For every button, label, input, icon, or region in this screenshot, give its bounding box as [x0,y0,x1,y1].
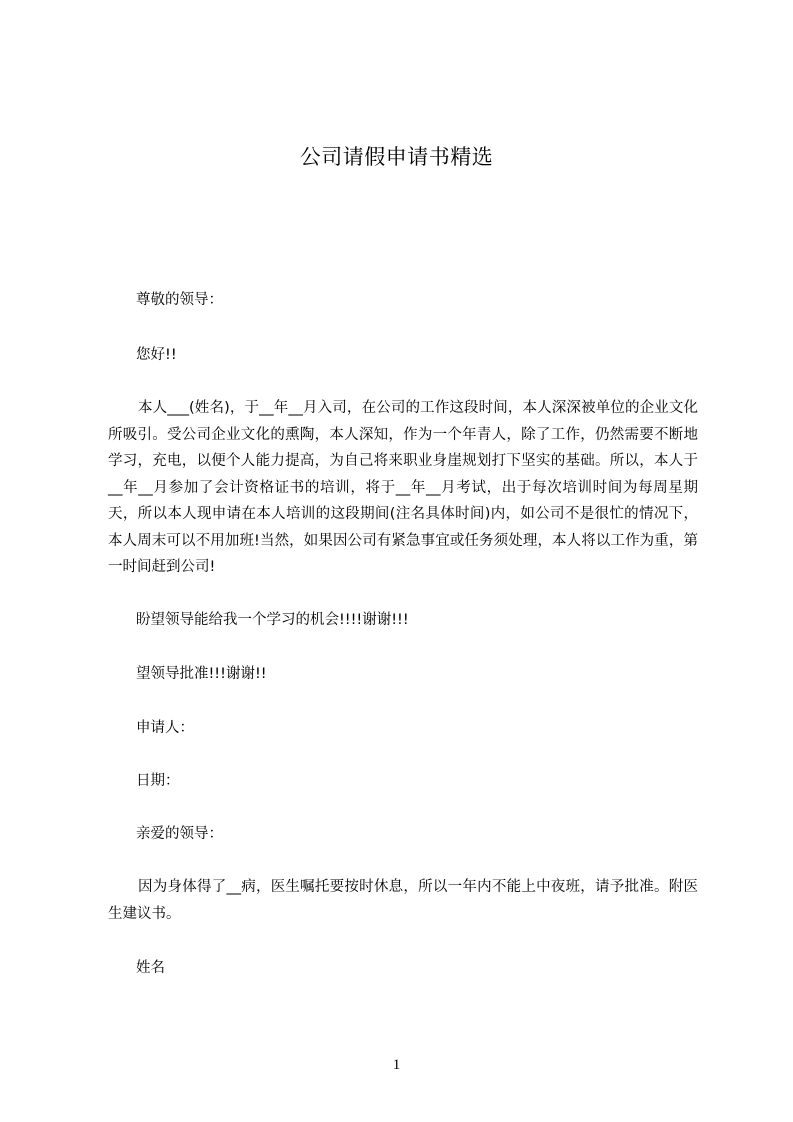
request-line: 望领导批准!!!谢谢!! [136,666,267,682]
greeting: 您好!! [136,347,177,363]
name-label: 姓名 [136,960,165,976]
hope-line: 盼望领导能给我一个学习的机会!!!!谢谢!!! [136,612,409,628]
salutation: 尊敬的领导： [136,292,223,308]
salutation-second: 亲爱的领导： [136,826,223,842]
document-title: 公司请假申请书精选 [299,145,494,169]
applicant-label: 申请人： [136,720,194,736]
body-paragraph: 本人___(姓名)，于__年__月入司，在公司的工作这段时间，本人深深被单位的企业文化所吸引。受公司企业文化的熏陶，本人深知，作为一个年青人，除了工作，仍然需要不断地学习，充电，以便个人能力提高，为自己将来职业身崖规划打下坚实的基础。所以，本人于__年__月参加了会计资格证书的培训，将于__年__月考试，出于每次培训时间为每周星期天，所以本人现申请在本人培训的这段期间(注名具体时间)内，如公司不是很忙的情况下，本人周末可以不用加班!当然，如果因公司有紧急事宜或任务须处理，本人将以工作为重，第一时间赶到公司! [108,400,698,575]
body-paragraph-second: 因为身体得了__病，医生嘱托要按时休息，所以一年内不能上中夜班，请予批准。附医生建议书。 [108,879,698,922]
page-number: 1 [392,1057,401,1073]
date-label: 日期： [136,773,180,789]
